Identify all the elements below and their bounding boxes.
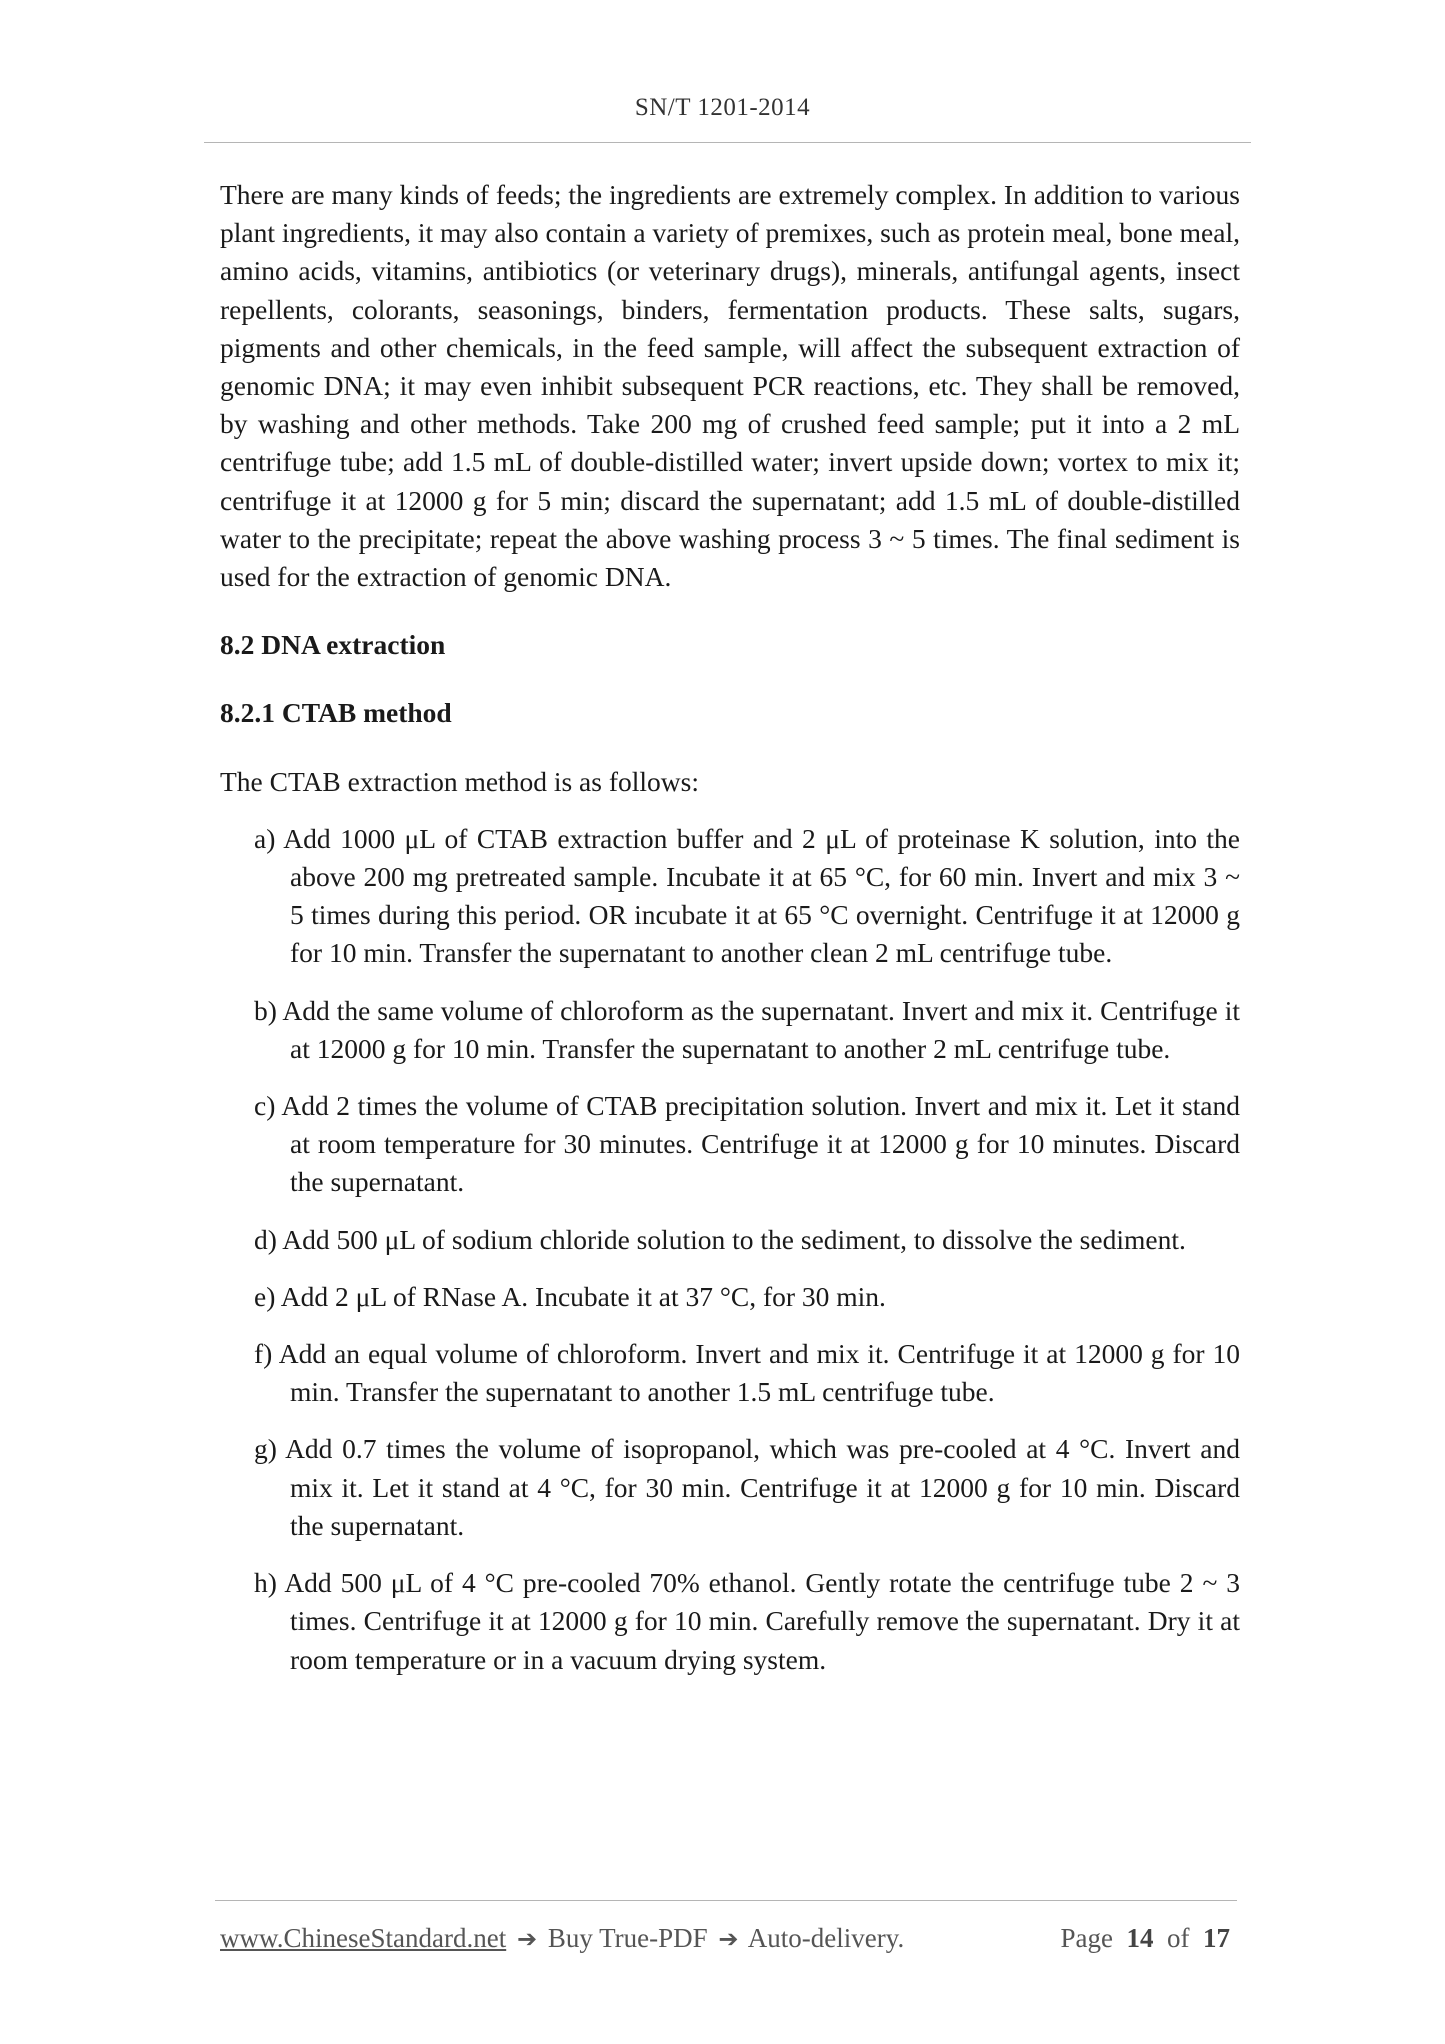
procedure-item-f [220, 1335, 1240, 1411]
item-text: Add an equal volume of chloroform. Invert and mix it. Centrifuge it at 12000 g for 10 min. Transfer the supernatant to another 1.5 mL centrifuge tube. [278, 1338, 1241, 1408]
arrow-right-icon: ➔ [718, 1925, 739, 1953]
item-text: Add 500 μL of 4 °C pre-cooled 70% ethanol. Gently rotate the centrifuge tube 2 ~ 3 times. Centrifuge it at 12000 g for 10 min. Carefully remove the supernatant. Dry it at room temperature or in a vacuum drying system. [284, 1567, 1240, 1675]
item-label: c) [254, 1090, 276, 1122]
of-word: of [1167, 1923, 1190, 1953]
item-label: e) [254, 1280, 276, 1312]
procedure-item-e [220, 1278, 1240, 1316]
footer-divider [215, 1900, 1237, 1901]
item-label: g) [254, 1433, 277, 1465]
procedure-item-h [220, 1564, 1240, 1679]
page-word: Page [1060, 1923, 1113, 1953]
buy-text: Buy True-PDF [547, 1923, 708, 1953]
procedure-list [220, 820, 1240, 1679]
item-label: h) [254, 1567, 277, 1599]
item-text: Add 2 times the volume of CTAB precipitation solution. Invert and mix it. Let it stand at room temperature for 30 minutes. Centrifuge it at 12000 g for 10 minutes. Discard the supernatant. [281, 1090, 1241, 1198]
item-text: Add 2 μL of RNase A. Incubate it at 37 °C, for 30 min. [280, 1280, 886, 1312]
method-intro: The CTAB extraction method is as follows: [220, 765, 699, 797]
item-text: Add 500 μL of sodium chloride solution to the sediment, to dissolve the sediment. [282, 1223, 1186, 1255]
section-heading-8-2-1: 8.2.1 CTAB method [220, 697, 452, 729]
item-text: Add 1000 μL of CTAB extraction buffer and 2 μL of proteinase K solution, into the above 200 mg pretreated sample. Incubate it at 65 °C, for 60 min. Invert and mix 3 ~ 5 times during this period. OR incubate it at 65 °C overnight. Centrifuge it at 12000 g for 10 min. Transfer the supernatant to another clean 2 mL centrifuge tube. [283, 822, 1240, 969]
page-header: SN/T 1201-2014 [634, 94, 811, 121]
procedure-item-a [220, 820, 1240, 973]
procedure-item-b [220, 992, 1240, 1068]
page-number [1061, 1923, 1230, 1954]
item-text: Add 0.7 times the volume of isopropanol, which was pre-cooled at 4 °C. Invert and mix it. Let it stand at 4 °C, for 30 min. Centrifuge it at 12000 g for 10 min. Discard the supernatant. [285, 1433, 1240, 1541]
page-total: 17 [1203, 1923, 1230, 1953]
site-link[interactable]: www.ChineseStandard.net [220, 1923, 507, 1953]
delivery-text: Auto-delivery. [747, 1923, 905, 1953]
procedure-item-g [220, 1430, 1240, 1545]
page-content [220, 176, 1240, 1679]
item-label: a) [254, 822, 276, 854]
footer-promo [220, 1923, 904, 1954]
item-label: d) [254, 1223, 277, 1255]
section-heading-8-2: 8.2 DNA extraction [220, 629, 446, 661]
procedure-item-c [220, 1087, 1240, 1202]
body-paragraph: There are many kinds of feeds; the ingredients are extremely complex. In addition to various plant ingredients, it may also contain a variety of premixes, such as protein meal, bone meal, amino acids, vitamins, antibiotics (or veterinary drugs), minerals, antifungal agents, insect repellents, colorants, seasonings, binders, fermentation products. These salts, sugars, pigments and other chemicals, in the feed sample, will affect the subsequent extraction of genomic DNA; it may even inhibit subsequent PCR reactions, etc. They shall be removed, by washing and other methods. Take 200 mg of crushed feed sample; put it into a 2 mL centrifuge tube; add 1.5 mL of double-distilled water; invert upside down; vortex to mix it; centrifuge it at 12000 g for 5 min; discard the supernatant; add 1.5 mL of double-distilled water to the precipitate; repeat the above washing process 3 ~ 5 times. The final sediment is used for the extraction of genomic DNA. [220, 179, 1240, 593]
item-text: Add the same volume of chloroform as the supernatant. Invert and mix it. Centrifuge it at 12000 g for 10 min. Transfer the supernatant to another 2 mL centrifuge tube. [282, 994, 1240, 1064]
arrow-right-icon: ➔ [516, 1925, 538, 1953]
item-label: b) [254, 994, 277, 1026]
page-current: 14 [1126, 1923, 1154, 1953]
procedure-item-d [220, 1221, 1240, 1259]
item-label: f) [254, 1338, 273, 1370]
header-divider [204, 142, 1251, 143]
